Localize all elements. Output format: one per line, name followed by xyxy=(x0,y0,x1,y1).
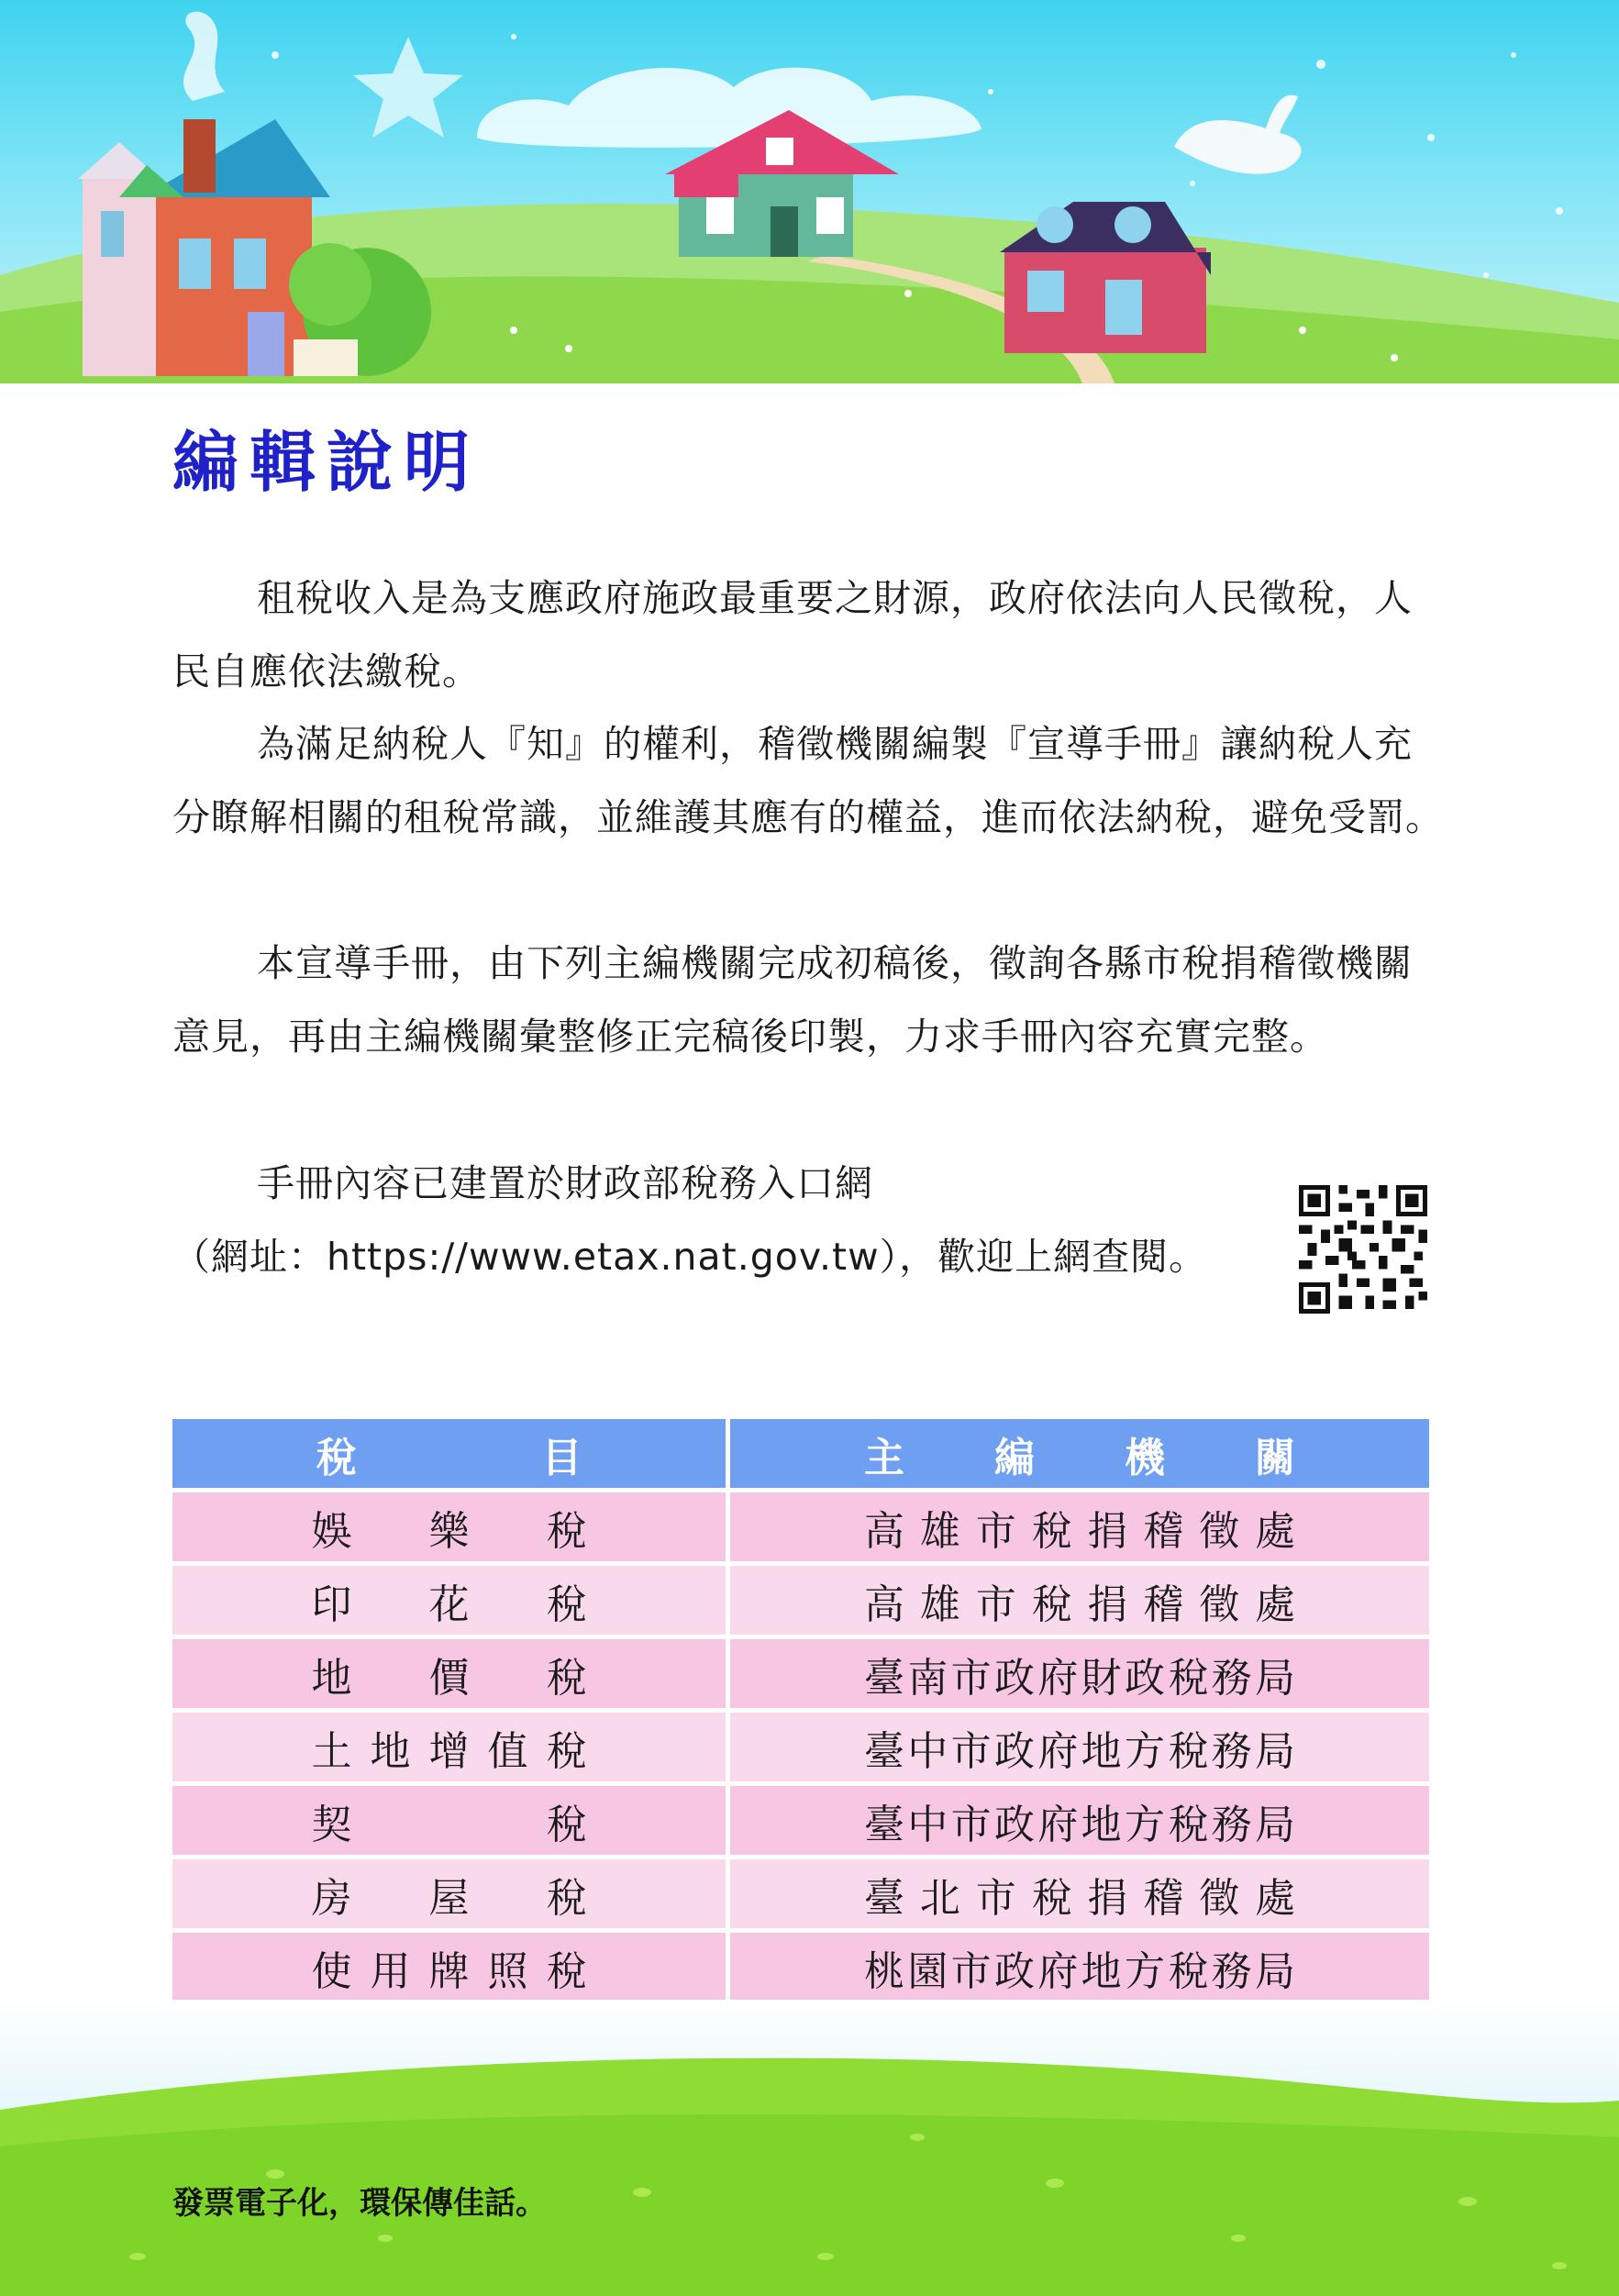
table-row xyxy=(172,1492,1429,1566)
footer-slogan: 發票電子化，環保傳佳話。 xyxy=(172,2185,547,2222)
qr-code-icon[interactable] xyxy=(1299,1185,1427,1314)
agency-cell: 臺中市政府地方稅務局 xyxy=(730,1713,1429,1786)
tax-editor-table xyxy=(172,1419,1429,2080)
agency-cell: 高雄市稅捐稽徵處 xyxy=(730,1492,1429,1566)
intro-paragraph-4: 手冊內容已建置於財政部稅務入口網 xyxy=(257,1161,873,1205)
intro-paragraph-1: 租稅收入是為支應政府施政最重要之財源，政府依法向人民徵稅，人民自應依法繳稅。 xyxy=(172,576,1413,693)
agency-cell: 高雄市稅捐稽徵處 xyxy=(730,1566,1429,1639)
tax-item-cell: 房屋稅 xyxy=(172,1859,730,1933)
cloud-shape xyxy=(477,68,981,148)
table-row xyxy=(172,1639,1429,1713)
table-row xyxy=(172,1933,1429,2006)
header-tax-item: 稅目 xyxy=(172,1419,730,1492)
page-title: 編輯說明 xyxy=(172,424,482,501)
agency-cell: 桃園市政府地方稅務局 xyxy=(730,1933,1429,2006)
footer-illustration xyxy=(0,2000,1619,2296)
agency-cell: 臺中市政府地方稅務局 xyxy=(730,1786,1429,1859)
intro-paragraph-3: 本宣導手冊，由下列主編機關完成初稿後，徵詢各縣市稅捐稽徵機關意見，再由主編機關彙整修正完稿後印製，力求手冊內容充實完整。 xyxy=(172,941,1413,1059)
header-editing-agency: 主編機關 xyxy=(730,1419,1429,1492)
table-row xyxy=(172,1566,1429,1639)
table-row xyxy=(172,1786,1429,1859)
star-icon xyxy=(353,37,463,138)
tax-item-cell: 娛樂稅 xyxy=(172,1492,730,1566)
agency-cell: 臺北市稅捐稽徵處 xyxy=(730,1859,1429,1933)
tax-item-cell: 使用牌照稅 xyxy=(172,1933,730,2006)
dove-shape xyxy=(1174,95,1302,174)
table-row xyxy=(172,1713,1429,1786)
intro-paragraph-2: 為滿足納稅人『知』的權利，稽徵機關編製『宣導手冊』讓納稅人充分瞭解相關的租稅常識，並維護其應有的權益，進而依法納稅，避免受罰。 xyxy=(172,722,1444,839)
agency-cell: 臺南市政府財政稅務局 xyxy=(730,1639,1429,1713)
header-illustration xyxy=(0,0,1619,383)
tax-item-cell: 印花稅 xyxy=(172,1566,730,1639)
tax-item-cell: 土地增值稅 xyxy=(172,1713,730,1786)
table-header-row xyxy=(172,1419,1429,1492)
table-row xyxy=(172,1859,1429,1933)
tax-item-cell: 地價稅 xyxy=(172,1639,730,1713)
tax-item-cell: 契稅 xyxy=(172,1786,730,1859)
website-link-text[interactable]: （網址：https://www.etax.nat.gov.tw），歡迎上網查閱。 xyxy=(172,1235,1208,1279)
